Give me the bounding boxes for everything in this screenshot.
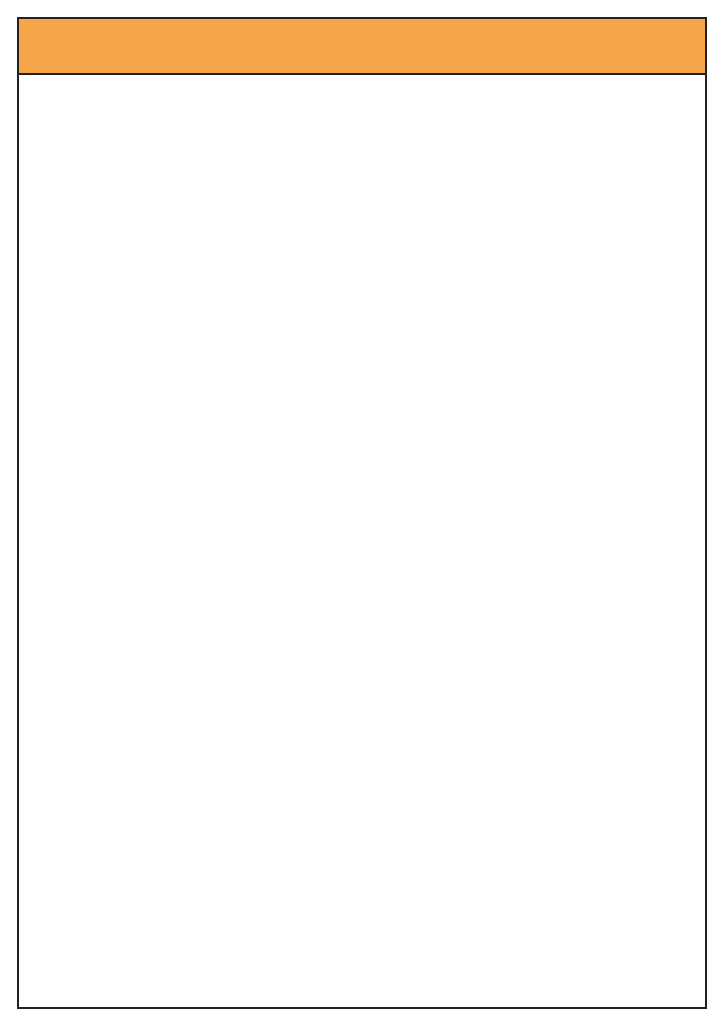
page-header: [19, 19, 705, 75]
catalog-page: [17, 17, 707, 1009]
